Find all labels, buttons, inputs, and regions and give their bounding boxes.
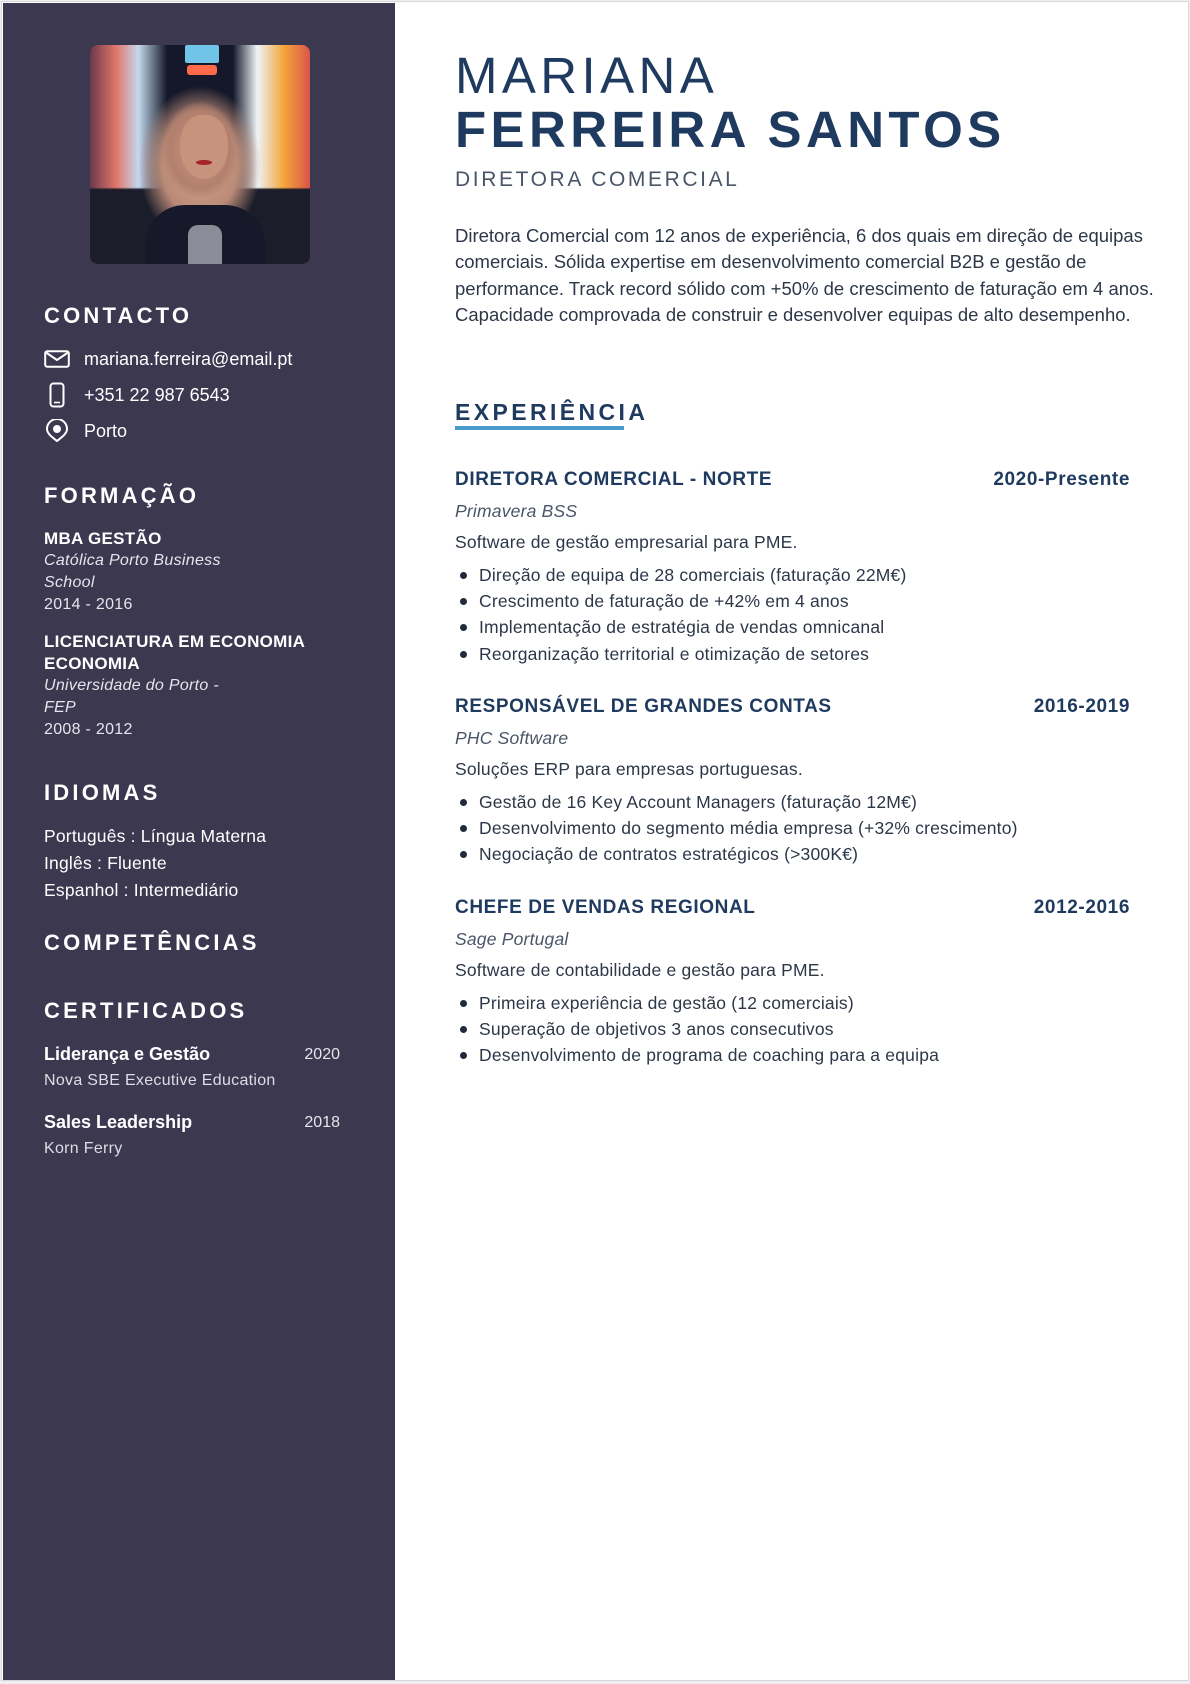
job-role: RESPONSÁVEL DE GRANDES CONTAS [455,696,832,717]
bullet-icon [460,851,467,858]
sidebar [3,3,395,1680]
job-entry [455,897,1130,1069]
experience-heading: EXPERIÊNCIA [455,399,649,425]
education-school: FEP [44,699,77,716]
bullet-icon [460,799,467,806]
certificate-issuer: Korn Ferry [44,1140,123,1157]
education-degree: LICENCIATURA EM ECONOMIA [44,632,306,651]
certificate-year: 2018 [304,1114,340,1131]
job-dates: 2016-2019 [1033,696,1130,717]
profile-photo [90,45,310,264]
email-text: mariana.ferreira@email.pt [84,348,293,369]
job-bullets [455,990,1130,1069]
skills-heading: COMPETÊNCIAS [44,930,260,955]
certificate-year: 2020 [304,1046,340,1063]
certificate-name: Liderança e Gestão [44,1044,211,1064]
contact-location [44,419,127,443]
job-bullets [455,562,1130,667]
education-school: Universidade do Porto - [44,677,219,694]
education-years: 2008 - 2012 [44,721,133,738]
job-bullet: Direção de equipa de 28 comerciais (faturação 22M€) [455,562,1130,588]
bullet-icon [460,572,467,579]
photo-lips [196,160,212,165]
education-degree: ECONOMIA [44,654,140,673]
contact-phone[interactable] [44,383,230,407]
last-name: FERREIRA SANTOS [455,101,1006,158]
job-dates: 2020-Presente [993,469,1130,490]
job-bullet: Superação de objetivos 3 anos consecutivos [455,1016,1130,1042]
profile-summary: Diretora Comercial com 12 anos de experiência, 6 dos quais em direção de equipas comerciais. Sólida expertise em desenvolvimento comercial B2B e gestão de performance. Track record sólido com +50% de crescimento de faturação em 4 anos. Capacidade comprovada de construir e desenvolver equipas de alto desempenho. [455,225,1154,325]
job-description: Software de gestão empresarial para PME. [455,532,798,552]
bullet-icon [460,1000,467,1007]
job-bullet: Crescimento de faturação de +42% em 4 anos [455,588,1130,614]
bullet-icon [460,1052,467,1059]
education-heading: FORMAÇÃO [44,483,200,508]
phone-text: +351 22 987 6543 [84,384,230,405]
bullet-icon [460,651,467,658]
location-pin-icon [44,419,70,443]
job-bullets [455,789,1130,868]
professional-title: DIRETORA COMERCIAL [455,168,740,191]
education-item [44,528,344,616]
job-dates: 2012-2016 [1033,897,1130,918]
language-item: Espanhol : Intermediário [44,880,239,900]
location-text: Porto [84,420,128,441]
heading-underline [455,426,624,430]
bullet-icon [460,624,467,631]
photo-background-sign [185,45,219,63]
job-company: Sage Portugal [455,929,569,949]
language-item: Inglês : Fluente [44,853,167,873]
education-school: Católica Porto Business [44,552,221,569]
job-bullet: Implementação de estratégia de vendas omnicanal [455,614,1130,640]
job-entry [455,696,1130,868]
job-bullet: Reorganização territorial e otimização de setores [455,641,1130,667]
job-bullet: Primeira experiência de gestão (12 comerciais) [455,990,1130,1016]
envelope-icon [44,347,70,371]
job-entry [455,469,1130,667]
job-description: Software de contabilidade e gestão para PME. [455,960,825,980]
certificate-name: Sales Leadership [44,1112,193,1132]
photo-background-sign [187,65,217,75]
language-item: Português : Língua Materna [44,826,267,846]
job-description: Soluções ERP para empresas portuguesas. [455,759,803,779]
phone-icon [44,383,70,407]
job-role: CHEFE DE VENDAS REGIONAL [455,897,756,918]
job-bullet: Desenvolvimento do segmento média empresa (+32% crescimento) [455,815,1130,841]
photo-shirt [188,225,222,264]
first-name: MARIANA [455,47,719,104]
job-bullet: Gestão de 16 Key Account Managers (faturação 12M€) [455,789,1130,815]
education-degree: MBA GESTÃO [44,529,162,548]
job-bullet: Negociação de contratos estratégicos (>300K€) [455,841,1130,867]
education-school: School [44,574,95,591]
languages-heading: IDIOMAS [44,780,161,805]
education-item [44,631,344,741]
contact-heading: CONTACTO [44,303,193,328]
bullet-icon [460,1026,467,1033]
bullet-icon [460,598,467,605]
job-role: DIRETORA COMERCIAL - NORTE [455,469,773,490]
job-company: Primavera BSS [455,501,578,521]
certificates-heading: CERTIFICADOS [44,998,248,1023]
bullet-icon [460,825,467,832]
resume-page [1,1,1189,1681]
education-years: 2014 - 2016 [44,596,133,613]
certificate-issuer: Nova SBE Executive Education [44,1072,276,1089]
job-company: PHC Software [455,728,569,748]
photo-face [180,115,228,179]
job-bullet: Desenvolvimento de programa de coaching para a equipa [455,1042,1130,1068]
contact-email[interactable] [44,347,292,371]
